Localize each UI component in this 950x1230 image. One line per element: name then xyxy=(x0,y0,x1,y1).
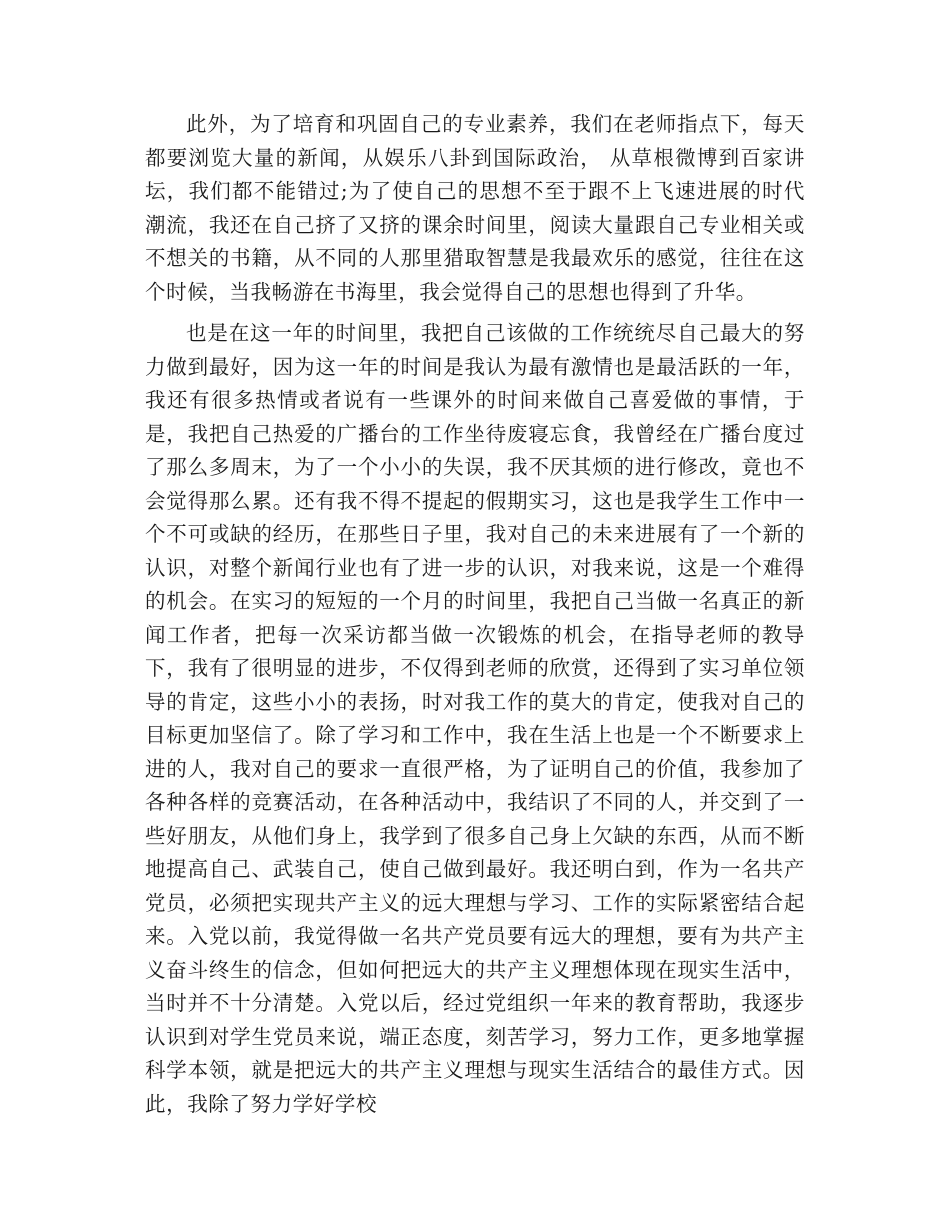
document-page xyxy=(145,108,805,1121)
paragraph-1: 此外，为了培育和巩固自己的专业素养，我们在老师指点下，每天都要浏览大量的新闻，从娱乐八卦到国际政治， 从草根微博到百家讲坛，我们都不能错过;为了使自己的思想不至于跟不上飞速进展的时代潮流，我还在自己挤了又挤的课余时间里，阅读大量跟自己专业相关或不想关的书籍，从不同的人那里猎取智慧是我最欢乐的感觉，往往在这个时候，当我畅游在书海里，我会觉得自己的思想也得到了升华。 xyxy=(145,112,805,304)
paragraph-2: 也是在这一年的时间里，我把自己该做的工作统统尽自己最大的努力做到最好，因为这一年的时间是我认为最有激情也是最活跃的一年，我还有很多热情或者说有一些课外的时间来做自己喜爱做的事情，于是，我把自己热爱的广播台的工作坐待废寝忘食，我曾经在广播台度过了那么多周末，为了一个小小的失误，我不厌其烦的进行修改，竟也不会觉得那么累。还有我不得不提起的假期实习，这也是我学生工作中一个不可或缺的经历，在那些日子里，我对自己的未来进展有了一个新的认识，对整个新闻行业也有了进一步的认识，对我来说，这是一个难得的机会。在实习的短短的一个月的时间里，我把自己当做一名真正的新闻工作者，把每一次采访都当做一次锻炼的机会，在指导老师的教导下，我有了很明显的进步，不仅得到老师的欣赏，还得到了实习单位领导的肯定，这些小小的表扬，时对我工作的莫大的肯定，使我对自己的目标更加坚信了。除了学习和工作中，我在生活上也是一个不断要求上进的人，我对自己的要求一直很严格，为了证明自己的价值，我参加了各种各样的竞赛活动，在各种活动中，我结识了不同的人，并交到了一些好朋友，从他们身上，我学到了很多自己身上欠缺的东西，从而不断地提高自己、武装自己，使自己做到最好。我还明白到，作为一名共产党员，必须把实现共产主义的远大理想与学习、工作的实际紧密结合起来。入党以前，我觉得做一名共产党员要有远大的理想，要有为共产主义奋斗终生的信念，但如何把远大的共产主义理想体现在现实生活中，当时并不十分清楚。入党以后，经过党组织一年来的教育帮助，我逐步认识到对学生党员来说，端正态度，刻苦学习，努力工作，更多地掌握科学本领，就是把远大的共产主义理想与现实生活结合的最佳方式。因此，我除了努力学好学校 xyxy=(145,321,805,1116)
